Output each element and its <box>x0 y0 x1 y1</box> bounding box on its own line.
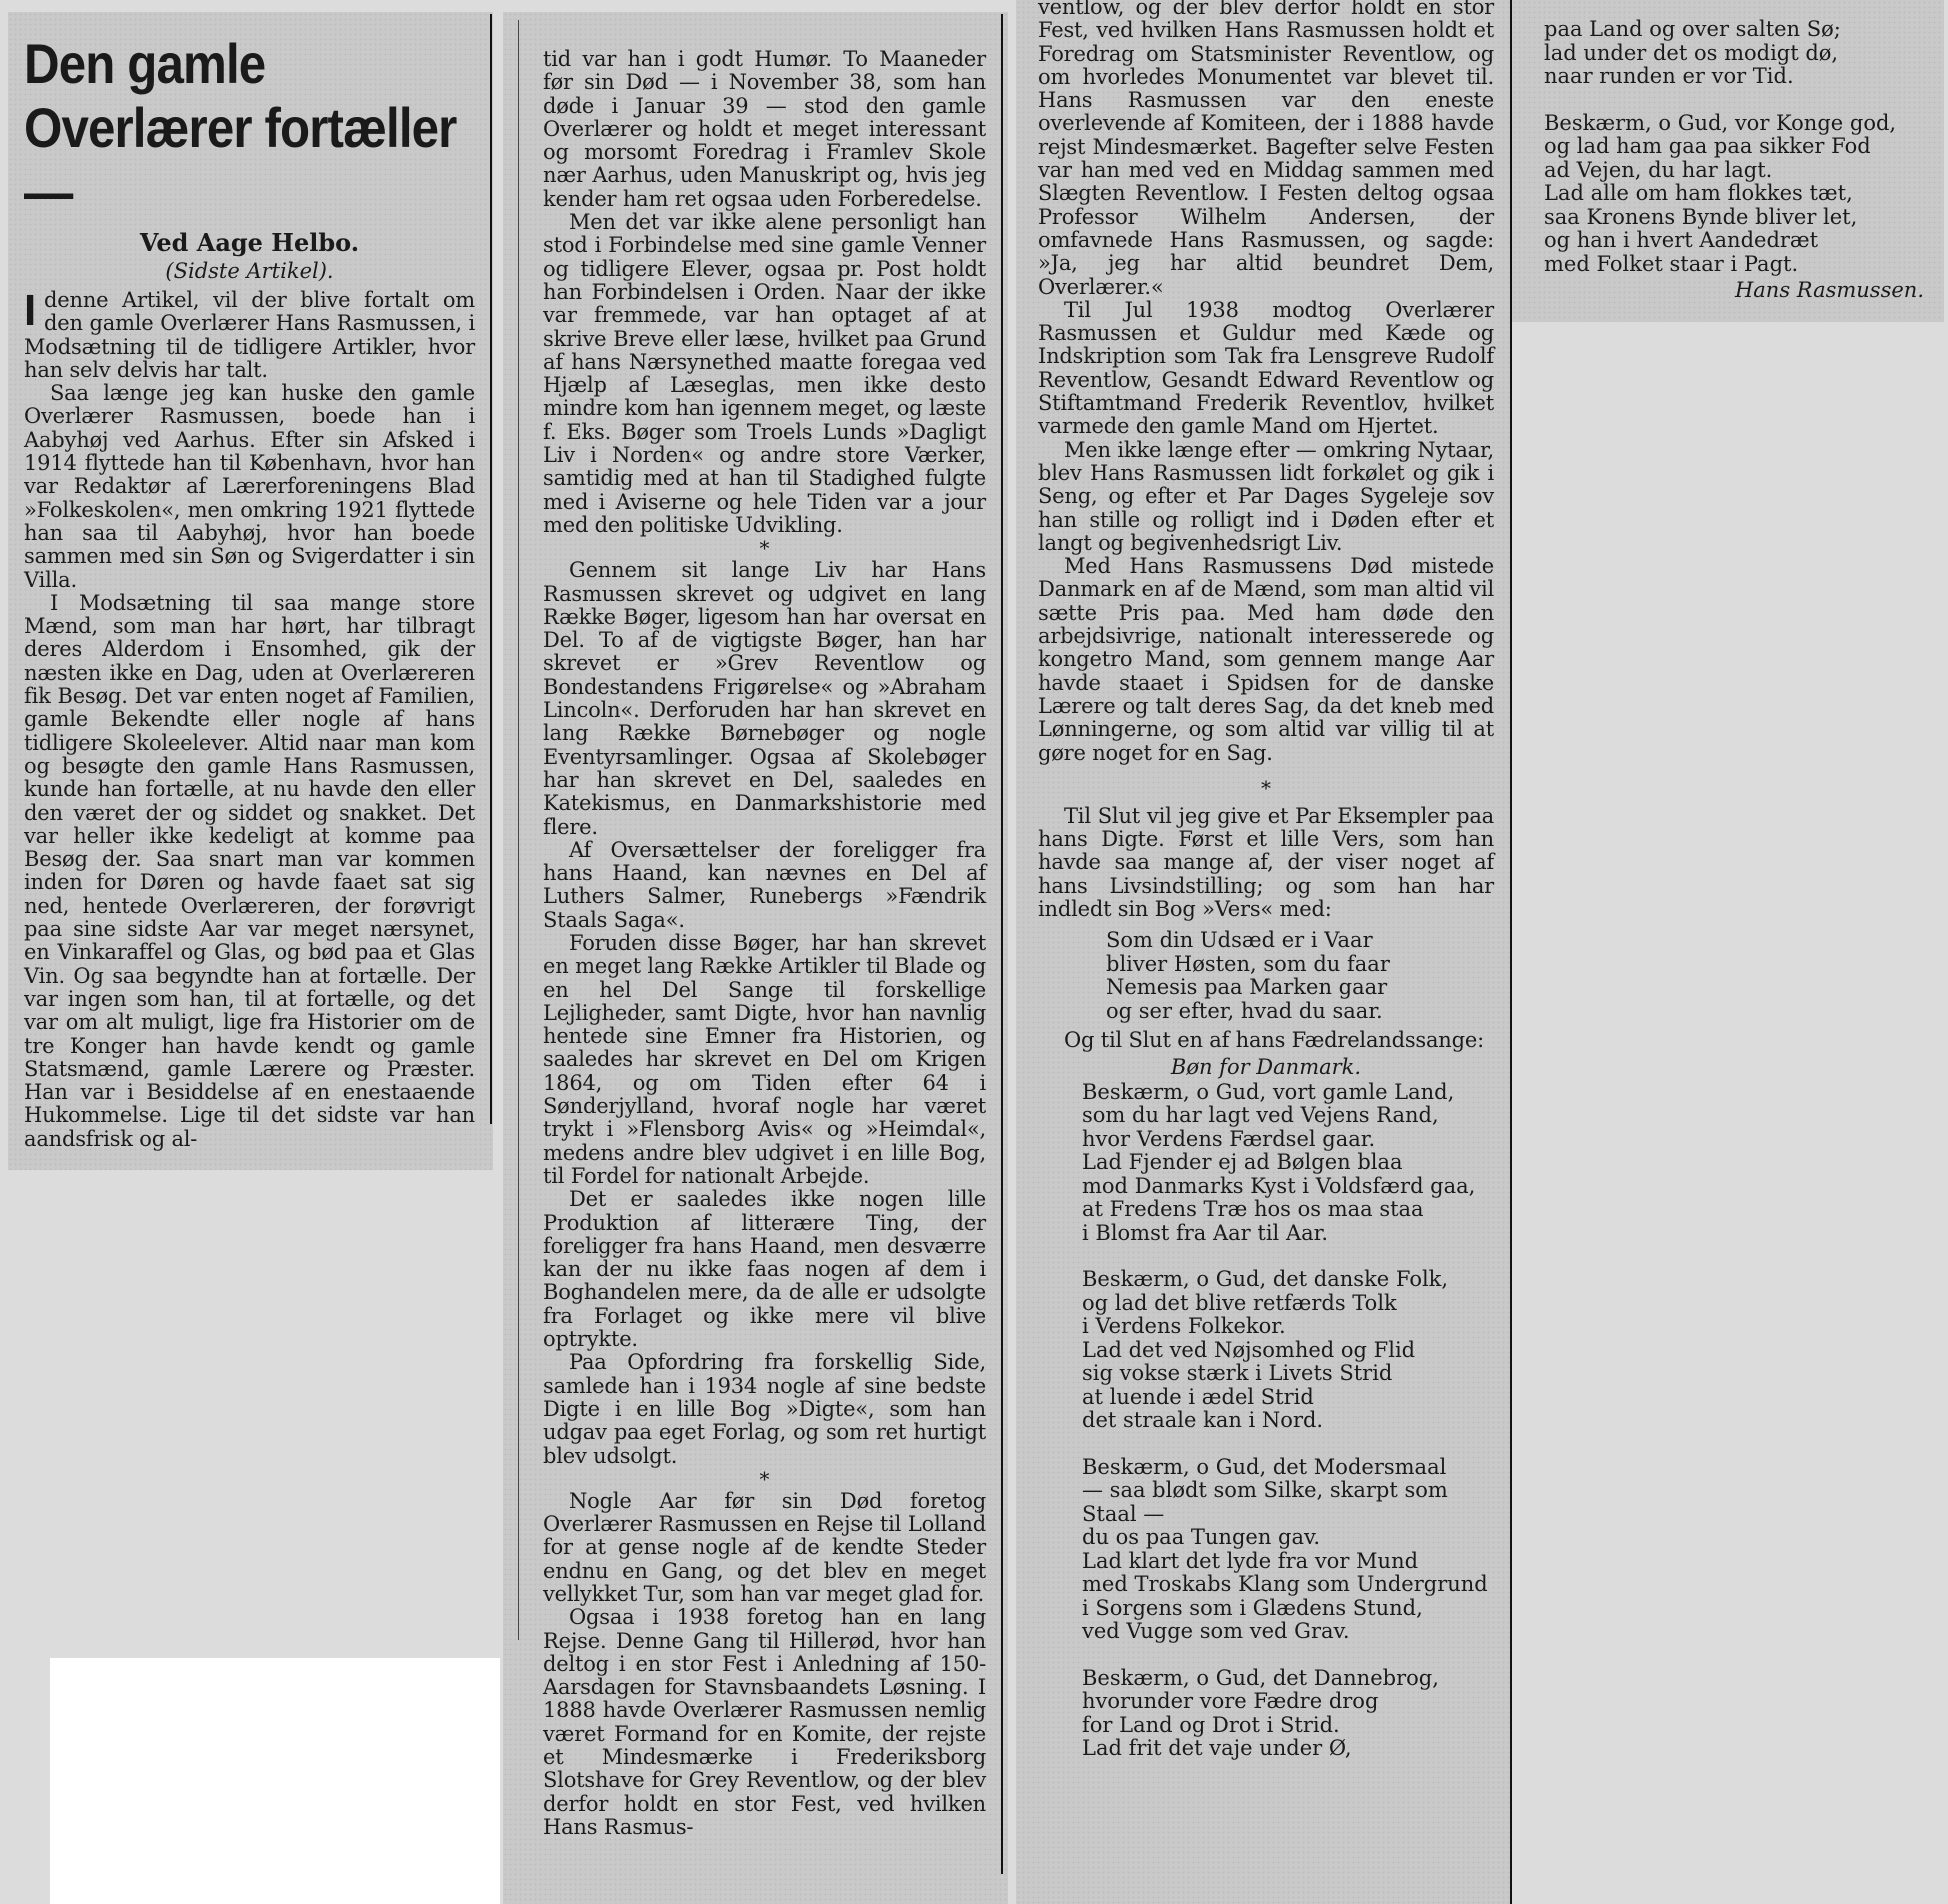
verse-line: Beskærm, o Gud, vor Konge god, <box>1544 110 1897 135</box>
column-1-body <box>24 286 475 1151</box>
verse-line: lad under det os modigt dø, <box>1544 40 1839 65</box>
verse-line: naar runden er vor Tid. <box>1544 64 1794 88</box>
paragraph: I Modsætning til saa mange store Mænd, som man har hørt, har tilbragt deres Alderdom i Ensomhed, gik der næsten ikke en Dag, uden at Overlæreren fik Besøg. Det var enten noget af Familien, gamle Bekendte eller nogle af hans tidligere Skoleelever. Altid naar man kom og besøgte den gamle Hans Rasmussen, kunde han fortælle, at nu havde den eller den været der og siddet og snakket. Det var heller ikke kedeligt at komme paa Besøg der. Saa snart man var kommen inden for Døren og havde faaet sat sig ned, hentede Overlæreren, der forøvrigt paa sine sidste Aar var meget nærsynet, en Vinkaraffel og Glas, og bød paa et Glas Vin. Og saa begyndte han at fortælle. Der var ingen som han, til at fortælle, og det var om alt muligt, lige fra Historier om de tre Konger han havde kendt og gamle Statsmænd, gamle Lærere og Præster. Han var i Besiddelse af en enestaaende Hukommelse. Lige til det sidste var han aandsfrisk og al- <box>24 590 475 1151</box>
verse-line: og ser efter, hvad du saar. <box>1106 998 1383 1023</box>
poem-continued <box>1544 18 1924 276</box>
verse-line: i Blomst fra Aar til Aar. <box>1082 1220 1329 1245</box>
column-3-part-b <box>1038 805 1494 921</box>
verse-line: i Verdens Folkekor. <box>1082 1314 1286 1339</box>
paragraph: Saa længe jeg kan huske den gamle Overlærer Rasmussen, boede han i Aabyhøj ved Aarhus. Efter sin Afsked i 1914 flyttede han til København, hvor han var Redaktør af Lærerforeningens Blad »Folkeskolen«, men omkring 1921 flyttede han saa til Aabyhøj, hvor han boede sammen med sin Søn og Svigerdatter i sin Villa. <box>24 381 475 592</box>
paragraph: Nogle Aar før sin Død foretog Overlærer Rasmussen en Rejse til Lolland for at gense nogle af de kendte Steder endnu en Gang, og det blev en meget vellykket Tur, som han var meget glad for. <box>543 1488 986 1606</box>
separator-star: * <box>759 536 770 561</box>
column-rule <box>1001 14 1003 1874</box>
paragraph: Med Hans Rasmussens Død mistede Danmark en af de Mænd, som man altid vil sætte Pris paa. Med ham døde den arbejdsivrige, nationalt interesserede og kongetro Mand, som gennem mange Aar havde staaet i Spidsen for de danske Lærere og talt deres Sag, da det kneb med Lønningerne, og som altid var villig til at gøre noget for en Sag. <box>1038 554 1494 765</box>
byline: Ved Aage Helbo. <box>139 228 360 257</box>
article-column-2 <box>503 12 1008 1904</box>
column-rule <box>490 14 492 1124</box>
paragraph: Men det var ikke alene personligt han stod i Forbindelse med sine gamle Venner og tidligere Elever, ogsaa pr. Post holdt han Forbindelsen i Orden. Naar der ikke var fremmede, var han optaget af at skrive Breve eller læse, hvilket paa Grund af hans Nærsynethed maatte foregaa ved Hjælp af Læseglas, men ikke desto mindre kom han igennem meget, og læste f. Eks. Bøger som Troels Lunds »Dagligt Liv i Norden« og andre store Værker, samtidig med at han til Stadighed fulgte med i Aviserne og hele Tiden var a jour med den politiske Udvikling. <box>543 210 986 537</box>
paragraph: tid var han i godt Humør. To Maaneder før sin Død — i November 38, som han døde i Januar 39 — stod den gamle Overlærer og holdt et meget interessant og morsomt Foredrag i Framlev Skole nær Aarhus, uden Manuskript og, hvis jeg kender ham ret ogsaa uden Forberedelse. <box>543 47 986 211</box>
article-column-1 <box>8 12 493 1170</box>
verse-line: og han i hvert Aandedræt <box>1544 228 1819 252</box>
verse-line: sig vokse stærk i Livets Strid <box>1082 1361 1393 1386</box>
verse-line: og lad ham gaa paa sikker Fod <box>1544 134 1871 158</box>
column-3-part-a <box>1038 299 1494 765</box>
verse-line: Beskærm, o Gud, vort gamle Land, <box>1082 1079 1455 1104</box>
verse-line: Beskærm, o Gud, det Modersmaal <box>1082 1454 1447 1479</box>
paragraph: ventlow, og der blev derfor holdt en stor Fest, ved hvilken Hans Rasmussen holdt et Foredrag om Statsminister Reventlow, og om hvorledes Monumentet var blevet til. Hans Rasmussen var den eneste overlevende af Komiteen, der i 1888 havde rejst Mindesmærket. Bagefter selve Festen var han med ved en Middag sammen med Slægten Reventlow. I Festen deltog ogsaa Professor Wilhelm Andersen, der omfavnede Hans Rasmussen, og sagde: »Ja, jeg har altid beundret Dem, Overlærer.« <box>1038 0 1494 299</box>
signature: Hans Rasmussen. <box>1734 278 1924 302</box>
verse-line: Lad Fjender ej ad Bølgen blaa <box>1082 1150 1403 1175</box>
article-column-4 <box>1512 0 1944 322</box>
paragraph: Paa Opfordring fra forskellig Side, samlede han i 1934 nogle af sine bedste Digte i en lille Bog »Digte«, som han udgav paa eget Forlag, og som ret hurtigt blev udsolgt. <box>543 1350 986 1468</box>
paragraph: Ogsaa i 1938 foretog han en lang Rejse. Denne Gang til Hillerød, hvor han deltog i en stor Fest i Anledning af 150-Aarsdagen for Stavnsbaandets Løsning. I 1888 havde Overlærer Rasmussen nemlig været Formand for en Komite, der rejste et Mindesmærke i Frederiksborg Slotshave for Grey Reventlow, og der blev derfor holdt en stor Fest, ved hvilken Hans Rasmus- <box>543 1605 986 1839</box>
paragraph: Til Slut vil jeg give et Par Eksempler paa hans Digte. Først et lille Vers, som han havde saa mange af, der viser noget af hans Livsindstilling; og som han har indledt sin Bog »Vers« med: <box>1038 803 1494 921</box>
verse-line: — saa blødt som Silke, skarpt som Staal — <box>1082 1478 1448 1526</box>
subtitle: (Sidste Artikel). <box>165 259 334 283</box>
article-column-3 <box>1016 0 1512 1904</box>
drop-cap: I <box>24 286 37 335</box>
verse-line: saa Kronens Bynde bliver let, <box>1544 204 1858 229</box>
verse-intro <box>1106 929 1494 1023</box>
verse-line: og lad det blive retfærds Tolk <box>1082 1290 1397 1315</box>
paragraph: Af Oversættelser der foreligger fra hans Haand, kan nævnes en Del af Luthers Salmer, Runebergs »Fændrik Staals Saga«. <box>543 837 986 932</box>
verse-line: bliver Høsten, som du faar <box>1106 951 1390 976</box>
stanza-gap <box>1544 89 1924 112</box>
paragraph: Men ikke længe efter — omkring Nytaar, blev Hans Rasmussen lidt forkølet og gik i Seng, og efter et Par Dages Sygeleje sov han stille og rolligt ind i Døden efter et langt og begivenhedsrigt Liv. <box>1038 437 1494 555</box>
verse-line: som du har lagt ved Vejens Rand, <box>1082 1103 1439 1128</box>
headline: Den gamle Overlærer fortæller — <box>24 32 457 223</box>
paragraph: Og til Slut en af hans Fædrelandssange: <box>1064 1028 1484 1053</box>
column-rule <box>518 20 519 1640</box>
verse-line: med Folket staar i Pagt. <box>1544 251 1799 276</box>
paragraph: Det er saaledes ikke nogen lille Produktion af litterære Ting, der foreligger fra hans Haand, men desværre kan der nu ikke faas nogen af dem i Boghandelen mere, da de alle er udsolgte fra Forlaget og ikke mere vil blive optrykte. <box>543 1187 986 1352</box>
separator-star: * <box>1261 775 1271 800</box>
verse-line: Lad frit det vaje under Ø, <box>1082 1736 1352 1761</box>
column-2-part-a <box>543 211 986 537</box>
verse-line: Lad klart det lyde fra vor Mund <box>1082 1548 1419 1573</box>
verse-line: i Sorgens som i Glædens Stund, <box>1082 1595 1423 1620</box>
stanza-gap <box>1082 1433 1494 1456</box>
verse-line: mod Danmarks Kyst i Voldsfærd gaa, <box>1082 1173 1476 1198</box>
column-2-part-c <box>543 1490 986 1839</box>
paragraph-text: denne Artikel, vil der blive fortalt om den gamle Overlærer Hans Rasmussen, i Modsætning til de tidligere Artikler, hvor han selv delvis har talt. <box>24 288 475 382</box>
verse-line: at luende i ædel Strid <box>1082 1384 1314 1409</box>
stanza-gap <box>1082 1644 1494 1667</box>
column-2-part-b <box>543 559 986 1468</box>
verse-line: med Troskabs Klang som Undergrund <box>1082 1572 1488 1597</box>
verse-line: Lad det ved Nøjsomhed og Flid <box>1082 1337 1416 1362</box>
paragraph: Foruden disse Bøger, har han skrevet en meget lang Række Artikler til Blade og en hel Del Sange til forskellige Lejligheder, samt Digte, hvor han navnlig hentede sine Emner fra Historien, og saaledes har skrevet en Del om Krigen 1864, og om Tiden efter 64 i Sønderjylland, hvoraf nogle har været trykt i »Flensborg Avis« og »Heimdal«, medens andre blev udgivet i en lille Bog, til Fordel for nationalt Arbejde. <box>543 930 986 1188</box>
verse-line: paa Land og over salten Sø; <box>1544 17 1841 41</box>
stanza-gap <box>1082 1245 1494 1268</box>
verse-line: Beskærm, o Gud, det Dannebrog, <box>1082 1665 1439 1690</box>
verse-line: det straale kan i Nord. <box>1082 1408 1324 1433</box>
verse-line: ad Vejen, du har lagt. <box>1544 157 1773 182</box>
verse-line: at Fredens Træ hos os maa staa <box>1082 1197 1424 1222</box>
verse-line: Lad alle om ham flokkes tæt, <box>1544 181 1853 205</box>
poem <box>1082 1081 1494 1761</box>
paragraph <box>24 286 475 382</box>
verse-line: ved Vugge som ved Grav. <box>1082 1619 1350 1644</box>
verse-line: Beskærm, o Gud, det danske Folk, <box>1082 1267 1449 1292</box>
poem-title: Bøn for Danmark. <box>1170 1054 1362 1079</box>
verse-line: Som din Udsæd er i Vaar <box>1106 928 1373 953</box>
verse-line: hvorunder vore Fædre drog <box>1082 1689 1379 1714</box>
verse-line: Nemesis paa Marken gaar <box>1106 975 1388 1000</box>
verse-line: du os paa Tungen gav. <box>1082 1525 1321 1550</box>
verse-line: for Land og Drot i Strid. <box>1082 1712 1340 1737</box>
paragraph: Gennem sit lange Liv har Hans Rasmussen skrevet og udgivet en lang Række Bøger, ligesom han har oversat en Del. To af de vigtigste Bøger, han har skrevet er »Grev Reventlow og Bondestandens Frigørelse« og »Abraham Lincoln«. Derforuden har han skrevet en lang Række Børnebøger og nogle Eventyrsamlinger. Ogsaa af Skolebøger har han skrevet en Del, saaledes en Katekismus, en Danmarkshistorie med flere. <box>543 558 986 839</box>
verse-line: hvor Verdens Færdsel gaar. <box>1082 1126 1376 1151</box>
separator-star: * <box>759 1466 770 1491</box>
blank-paper <box>50 1658 500 1904</box>
paragraph: Til Jul 1938 modtog Overlærer Rasmussen et Guldur med Kæde og Indskription som Tak fra Lensgreve Rudolf Reventlow, Gesandt Edward Reventlow og Stiftamtmand Frederik Reventlov, hvilket varmede den gamle Mand om Hjertet. <box>1038 297 1494 439</box>
